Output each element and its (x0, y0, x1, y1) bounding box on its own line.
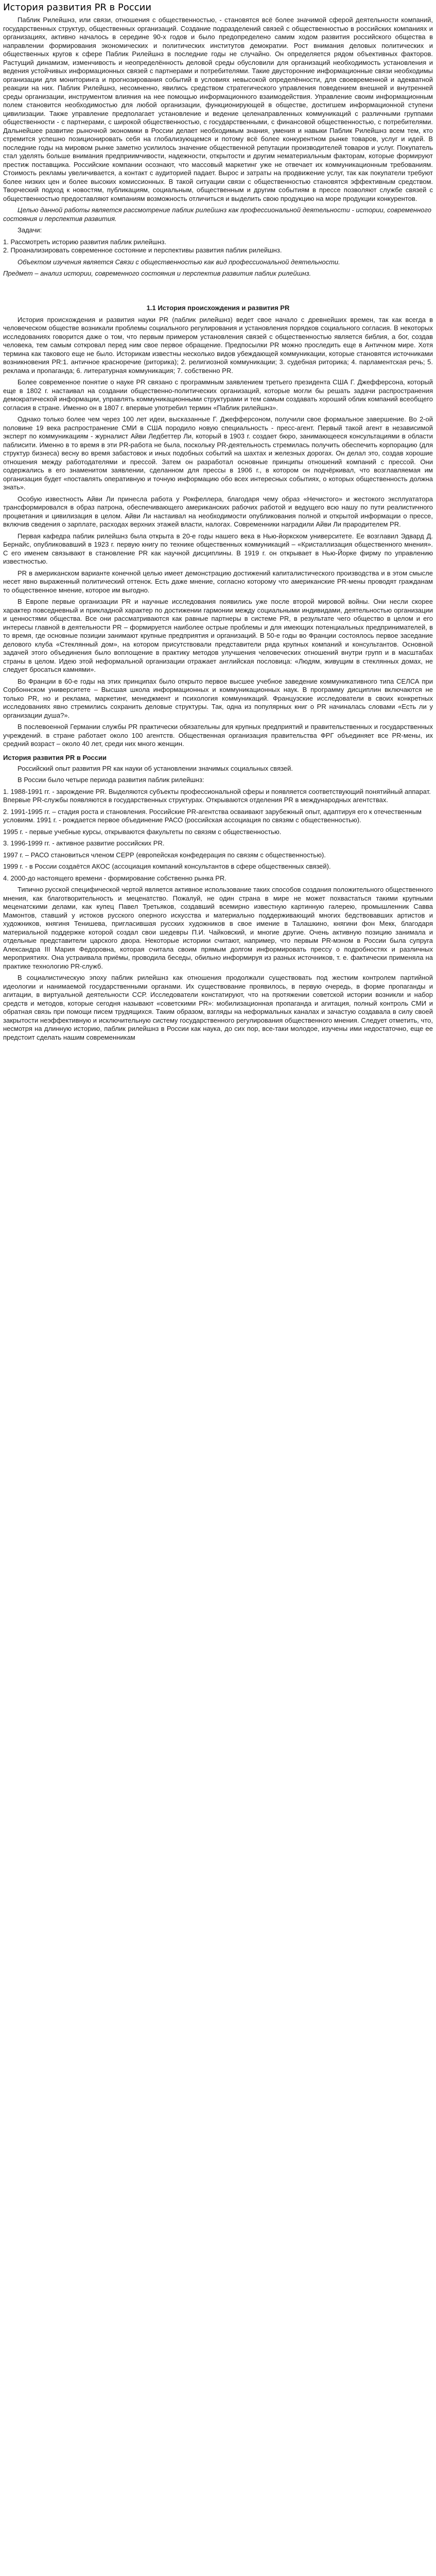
section-2-title: История развития PR в России (3, 753, 107, 761)
period-4: 4. 2000-до настоящего времени - формирование собственно рынка PR. (3, 874, 226, 882)
section-1-paragraph-9: В послевоенной Германии службы PR практически обязательны для крупных предприятий и правительственных и государственных учреждений. в стране работает около 100 агентств. Общественная организация правительства ФРГ объединяет все PR-мены, их средний возраст – около 40 лет, среди них много женщин. (3, 723, 433, 748)
section-1-paragraph-1: История происхождения и развития науки PR (паблик рилейшнз) ведет свое начало с древнейших времен, так как всегда в человеческом обществе возникали проблемы социального регулирования и установления порядков социального согласия. В некоторых исследованиях говорится даже о том, что первым примером установления связей с общественностью является библия, а бог, создав человека, тем самым соткровал перед ним свое первое обращение. Предпосылки PR можно проследить еще в Античном мире. Хотя термина как такового еще не было. Историкам известны несколько видов убеждающей коммуникации, которые становятся источниками возникновения PR:1. античное красноречие (риторика); 2. религиозной коммуникации; 3. судебная риторика; 4. парламентская речь; 5. реклама и пропаганда; 6. литературная коммуникация; 7. собственно PR. (3, 315, 433, 375)
period-2: 2. 1991-1995 гг. – стадия роста и становления. Российские PR-агентства осваивают зарубежный опыт, адаптируя его к отечественным условиям. 1991 г. - рождается первое объединение РАСО (российская ассоциация по связям с общественностью). (3, 807, 422, 824)
document (0, 0, 436, 1055)
section-2-paragraph-1: Типично русской специфической чертой является активное использование таких способов создания положительного общественного мнения, как благотворительность и меценатство. Пожалуй, не один страна в мире не может похвастаться такими крупными меценатскими делами, как купец Павел Третьяков, создавший всемирно известную картинную галерею, промышленник Савва Мамонтов, ставший у истоков русского оперного искусства и материально поддерживающий многих бедствовавших артистов и художников, княгиня Тенишева, пригласившая русских художников в свое имение в Талашкино, княгини фон Мекк, благодаря материальной поддержке которой создал свои шедевры П.И. Чайковский, и многие другие. Очень активную позицию занимала и отдельные представители царского двора. Некоторые историки считают, например, что первым PR-мэном в России была супруга Александра III Мария Федоровна, которая считала своим прямым долгом информировать прессу о подробностях и различных мероприятиях. Она устраивала приёмы, проводила беседы, обильно информируя из разных источников, т. е. фактически применяла на практике технологию PR-служб. (3, 886, 433, 970)
object-paragraph (3, 258, 433, 267)
section-1-paragraph-4: Особую известность Айви Ли принесла работа у Рокфеллера, благодаря чему образ «Нечистого» и жестокого эксплуататора трансформировался в образ патрона, обеспечивающего американских рабочих работой и ведущего всю нашу по пути реалистичного процветания и цивилизация в целом. Айви Ли настаивал на необходимости опубликования полной и открытой информации о прессе, включив сведения о зарплате, расходах верхних этажей власти, налогах. Современники наградили Айви Ли прародителем PR. (3, 495, 433, 528)
section-1-paragraph-3: Однако только более чем через 100 лет идеи, высказанные Г. Джефферсоном, получили свое формальное завершение. Во 2-ой половине 19 века распространение СМИ в США породило новую специальность - пресс-агент. Первый такой агент в независимой эксперт по коммуникациям - журналист Айви Ледбеттер Ли, который в 1903 г. создает бюро, занимающееся консультациями в области паблисити. Именно в то время в эти PR-работа не была, поскольку PR-деятельность стремилась получить обеспечить корпорацию (для структур бизнеса) весну во время забастовок и иных подобных событий на шахтах и железных дорогах. Он делал это, создав хорошие отношения между работодателями и прессой. Затем он разработал основные принципы отношений компаний с прессой. Они содержались в его знаменитом заявлении, сделанном для прессы в 1906 г., в котором он подчёркивал, что возглавляемая им организация будет «поставлять оперативную и точную информацию обо всех интересных событиях, о которых общественность должна знать». (3, 415, 433, 491)
section-1-paragraph-7: В Европе первые организации PR и научные исследования появились уже после второй мировой войны. Они несли скорее характер повседневный и прикладной характер по достижении гармонии между социальными индивидами, деятельностью организации и ценностями общества. Все они рассматриваются как равные партнеры в системе PR, в результате чего общество в целом и его интересы главной в деятельности PR – формируется наиболее острые проблемы и для имеющих потенциальных предпринимателей, в то время, где основные позиции занимают крупные предприятия и организаций. В 50-е годы во Франции состоялось первое заседание делового клуба «Стеклянный дом», на котором присутствовали представители ряда крупных компаний и консультантов. Основной задачей этого объединения было воплощение в практику методов улучшения человеческих отношений внутри групп и в масштабах страны в целом. Идею этой неформальной организации отражает английская пословица: «Людям, живущим в стеклянных домах, не следует бросаться камнями». (3, 598, 433, 673)
subject-text: Предмет – анализ истории, современного состояния и перспектив развития паблик рилейшнз. (3, 269, 311, 277)
period-2-note-1: 1995 г. - первые учебные курсы, открываются факультеты по связям с общественностью. (3, 827, 282, 836)
section-1-paragraph-2: Более современное понятие о науке PR связано с программным заявлением третьего президента США Г. Джефферсона, который еще в 1802 г. настаивал на создании общественно-политических организаций, которые могли бы решать задачи распространения демократической информации, управлять коммуникационными структурами и тем самым создавать хороший облик компаний всеобщего согласия в стране. Именно он в 1807 г. впервые употребил термин «Паблик рилейшнз». (3, 378, 433, 412)
task-1: 1. Рассмотреть историю развития паблик рилейшнз. (3, 238, 167, 246)
intro-paragraph-2 (3, 206, 433, 223)
tasks-label: Задачи: (18, 226, 42, 234)
period-3: 3. 1996-1999 гг. - активное развитие российских PR. (3, 839, 165, 847)
intro-paragraph-1: Паблик Рилейшнз, или связи, отношения с общественностью, - становятся всё более значимой сферой деятельности компаний, государственных структур, общественных организаций. Создание подразделений связей с общественностью в российских компаниях и организациях, активно началось в середине 90-х годов и было предопределено самим ходом развития российского общества в направлении формирования экономических и политических институтов демократии. Рост внимания деловых политических и общественных кругов к сфере Паблик Рилейшнз в последние годы не случайно. Он определяется рядом объективных факторов. Растущий динамизм, изменчивость и неопределённость деловой среды обусловили для организаций необходимость установления и ведения устойчивых информационных связей с партнерами и потребителями. Такие двусторонние информационные связи необходимы организации для мониторинга и прогнозирования событий в условиях невысокой определённости, для своевременной и адекватной реакции на них. Паблик Рилейшнз, несомненно, явились средством стратегического управления поведением внешней и внутренней среды организации, инструментом влияния на нее помощью информационного взаимодействия. Управление своим информационным полем становится необходимостью для любой организации, функционирующей в обществе, достигшем информационной ступени цивилизации. Также управление предполагает установление и ведение целенаправленных коммуникаций с различными группами общественности - с партнерами, с широкой общественностью, с государственными, с финансовой общественностью, с потребителями. Дальнейшее развитие рыночной экономики в России делает необходимым знания, умения и навыки Паблик Рилейшнз всем тем, кто стремится успешно позиционировать себя на глобализующемся и потому всё более конкурентном рынке товаров, услуг и идей. В последние годы на мировом рынке заметно усилилось значение общественной репутации производителей товаров и услуг. Покупатель стал уделять больше внимания предприимчивости, надежности, открытости и другим нематериальным факторам, которые формируют престиж поставщика. Российские компании осознают, что массовый маркетинг уже не отвечает их коммуникационным требованиям. Стоимость рекламы увеличивается, а контакт с аудиторией падает. Вырос и затраты на продвижение услуг, так как покупатели требуют более низких цен и более высоких комиссионных. В такой ситуации связи с общественностью становятся эффективным средством. Творческий подход к новостям, публикациям, социальным, общественным и другим событиям в прессе позволяют службе связей с общественностью предоставляют компаниям возможность отличиться и выделить свою продукцию на море продукции конкурентов. (3, 16, 433, 202)
section-1-title: 1.1 История происхождения и развития PR (146, 303, 290, 312)
goal-text: Целью данной работы является рассмотрение паблик рилейшнз как профессиональной деятельности - истории, современного состояния и перспектив развития. (3, 206, 431, 223)
period-1: 1. 1988-1991 гг. - зарождение PR. Выделяются субъекты профессиональной сферы и появляется соответствующий понятийный аппарат. Впервые PR-службы появляются в государственных структурах. Открываются отделения PR в международных агентствах. (3, 787, 431, 804)
section-2-intro-2: В России было четыре периода развития паблик рилейшнз: (18, 776, 204, 784)
section-1-paragraph-6: PR в американском варианте конечной целью имеет демонстрацию достижений капиталистического производства и в этом смысле несет явно выраженный политический оттенок. Есть даже мнение, согласно которому что американские PR-мены проводят гражданам то общественное мнение, которое им выгодно. (3, 569, 433, 594)
period-3-note-1: 1997 г. – РАСО становиться членом СЕРР (европейская конфедерация по связям с общественностью). (3, 851, 326, 859)
section-2-intro-1: Российский опыт развития PR как науки об установлении значимых социальных связей. (18, 764, 293, 772)
object-text: Объектом изучения является Связи с общественностью как вид профессиональной деятельности. (18, 258, 340, 266)
section-1-paragraph-8: Во Франции в 60-е годы на этих принципах было открыто первое высшее учебное заведение коммуникативного типа СЕЛСА при Сорбоннском университете – Высшая школа информационных и коммуникационных наук. В программу дисциплин включаются не только PR, но и реклама, маркетинг, менеджмент и психология коммуникаций. Французские исследователи в своих конкретных исследованиях явно стремились сохранить деловые структуры. Так, одна из популярных книг о PR начиналась словами «Есть ли у организации душа?». (3, 677, 433, 719)
section-1-paragraph-5: Первая кафедра паблик рилейшнз была открыта в 20-е годы нашего века в Нью-йоркском университете. Ее возглавил Эдвард Д. Бернайс, опубликовавший в 1923 г. первую книгу по технике общественных коммуникаций – «Кристаллизация общественного мнения». С его именем связывают в становление PR как научной дисциплины. В 1919 г. он открывает в Нью-Йорке фирму по управлению известностью. (3, 532, 433, 565)
subject-paragraph (3, 269, 433, 278)
section-2-paragraph-2: В социалистическую эпоху паблик рилейшнз как отношения продолжали существовать под жестким контролем партийной идеологии и нанимаемой государственными органами. Их существование проявилось, в первую очередь, в форме пропаганды и агитации, в виртуальной деятельности ССР. Исследователи констатируют, что на протяжении советской истории возникли и набор средств и методов, которые сегодня называют «советскими PR»: мобилизационная пропаганда и агитация, полный контроль СМИ и обратная связь при помощи писем трудящихся. Таким образом, взгляды на неформальных каналах и зачастую создавала в силу своей закрытости неэффективную и исключительную систему государственного регулирования общественного мнения. Следует отметить, что, несмотря на длинную историю, паблик рилейшнз в России как наука, до сих пор, все-таки молодое, изучены ими недостаточно, еще ее предстоит сделать нашим современникам (3, 974, 433, 1041)
spacer (3, 281, 433, 295)
period-3-note-2: 1999 г. - в России создаётся АКОС (ассоциация компаний консультантов в сфере общественных связей). (3, 862, 331, 870)
task-2: 2. Проанализировать современное состояние и перспективы развития паблик рилейшнз. (3, 246, 282, 254)
page-title: История развития PR в России (3, 2, 152, 13)
